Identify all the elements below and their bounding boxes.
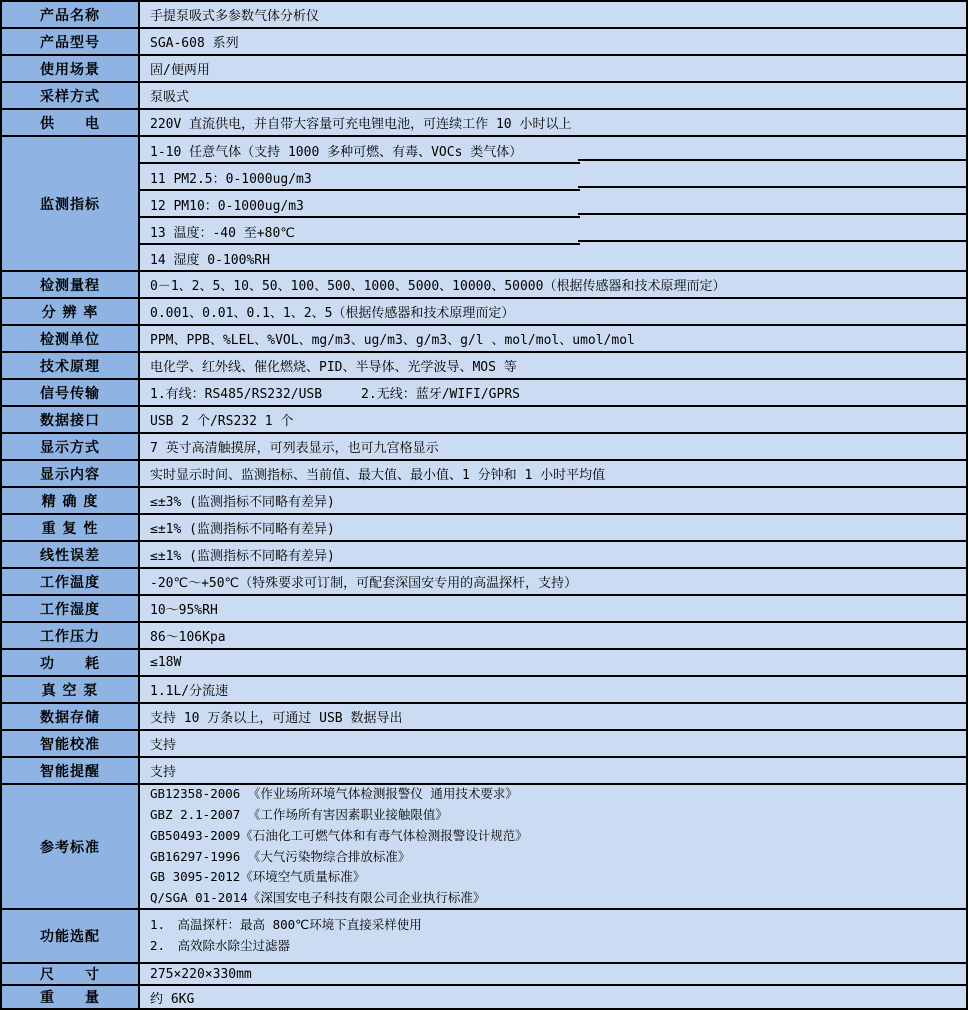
value-detection-unit: PPM、PPB、%LEL、%VOL、mg/m3、ug/m3、g/m3、g/l 、mol/mol、umol/mol	[150, 333, 635, 348]
monitoring-sub-text: 13 温度：-40 至+80℃	[150, 226, 295, 241]
label-linearity-error: 线性误差	[2, 542, 140, 567]
monitoring-sub-row	[140, 245, 966, 270]
value-power-consumption: ≤18W	[150, 655, 182, 670]
row-linearity-error	[2, 542, 966, 569]
row-product-name	[2, 2, 966, 29]
label-weight: 重 量	[2, 986, 140, 1008]
value-display-mode: 7 英寸高清触摸屏，可列表显示，也可九宫格显示	[150, 441, 439, 456]
row-power-consumption	[2, 650, 966, 677]
row-display-mode	[2, 434, 966, 461]
row-usage-scenario	[2, 56, 966, 83]
standard-line: GB16297-1996 《大气污染物综合排放标准》	[150, 848, 411, 864]
monitoring-sub-row	[140, 137, 966, 164]
label-reference-standards: 参考标准	[2, 785, 140, 908]
value-product-name: 手提泵吸式多参数气体分析仪	[150, 9, 320, 24]
label-product-name: 产品名称	[2, 2, 140, 27]
row-operating-pressure	[2, 623, 966, 650]
label-vacuum-pump: 真 空 泵	[2, 677, 140, 702]
standard-line: GB12358-2006 《作业场所环境气体检测报警仪 通用技术要求》	[150, 786, 518, 802]
value-accuracy: ≤±3% (监测指标不同略有差异)	[150, 495, 335, 510]
label-repeatability: 重 复 性	[2, 515, 140, 540]
monitoring-sub-text: 11 PM2.5：0-1000ug/m3	[150, 172, 312, 187]
label-optional-functions: 功能选配	[2, 910, 140, 962]
row-detection-unit	[2, 326, 966, 353]
value-operating-humidity: 10～95%RH	[150, 603, 218, 618]
option-line: 1. 高温探杆：最高 800℃环境下直接采样使用	[150, 917, 422, 933]
value-detection-range: 0－1、2、5、10、50、100、500、1000、5000、10000、50000（根据传感器和技术原理而定）	[150, 279, 726, 294]
row-smart-calibration	[2, 731, 966, 758]
value-data-interface: USB 2 个/RS232 1 个	[150, 414, 294, 429]
value-data-storage: 支持 10 万条以上，可通过 USB 数据导出	[150, 711, 403, 726]
label-monitoring-indicators: 监测指标	[2, 137, 140, 270]
value-operating-temperature: -20℃～+50℃（特殊要求可订制，可配套深国安专用的高温探杆，支持）	[150, 576, 578, 591]
label-power-supply: 供 电	[2, 110, 140, 135]
row-reference-standards	[2, 785, 966, 910]
row-sampling-method	[2, 83, 966, 110]
label-resolution: 分 辨 率	[2, 299, 140, 324]
value-operating-pressure: 86～106Kpa	[150, 630, 226, 645]
row-display-content	[2, 461, 966, 488]
option-line: 2. 高效除水除尘过滤器	[150, 938, 291, 953]
value-smart-calibration: 支持	[150, 738, 177, 753]
reference-standards-list	[140, 785, 966, 908]
standard-line: GB 3095-2012《环境空气质量标准》	[150, 869, 366, 885]
sub-row-divider	[578, 213, 966, 215]
standard-line: GB50493-2009《石油化工可燃气体和有毒气体检测报警设计规范》	[150, 827, 528, 843]
label-smart-reminder: 智能提醒	[2, 758, 140, 783]
label-smart-calibration: 智能校准	[2, 731, 140, 756]
label-power-consumption: 功 耗	[2, 650, 140, 675]
row-optional-functions	[2, 910, 966, 964]
monitoring-sub-row	[140, 218, 966, 245]
label-accuracy: 精 确 度	[2, 488, 140, 513]
label-operating-temperature: 工作温度	[2, 569, 140, 594]
label-detection-unit: 检测单位	[2, 326, 140, 351]
standard-line: GBZ 2.1-2007 《工作场所有害因素职业接触限值》	[150, 806, 448, 822]
sub-row-divider	[578, 159, 966, 161]
optional-functions-list	[140, 910, 966, 962]
label-product-model: 产品型号	[2, 29, 140, 54]
row-dimensions	[2, 964, 966, 986]
sub-row-divider	[578, 240, 966, 242]
row-data-storage	[2, 704, 966, 731]
row-power-supply	[2, 110, 966, 137]
value-weight: 约 6KG	[150, 991, 195, 1007]
monitoring-sub-text: 12 PM10：0-1000ug/m3	[150, 199, 304, 214]
row-smart-reminder	[2, 758, 966, 785]
monitoring-sub-row	[140, 164, 966, 191]
row-detection-range	[2, 272, 966, 299]
value-vacuum-pump: 1.1L/分流速	[150, 684, 229, 699]
value-smart-reminder: 支持	[150, 765, 177, 780]
monitoring-indicators-list	[140, 137, 966, 270]
label-display-content: 显示内容	[2, 461, 140, 486]
value-repeatability: ≤±1% (监测指标不同略有差异)	[150, 522, 335, 537]
standard-line: Q/SGA 01-2014《深国安电子科技有限公司企业执行标准》	[150, 890, 486, 906]
row-vacuum-pump	[2, 677, 966, 704]
label-sampling-method: 采样方式	[2, 83, 140, 108]
label-display-mode: 显示方式	[2, 434, 140, 459]
row-operating-humidity	[2, 596, 966, 623]
row-data-interface	[2, 407, 966, 434]
row-product-model	[2, 29, 966, 56]
value-resolution: 0.001、0.01、0.1、1、2、5（根据传感器和技术原理而定）	[150, 306, 515, 321]
row-resolution	[2, 299, 966, 326]
row-signal-transmission	[2, 380, 966, 407]
value-signal-transmission: 1.有线：RS485/RS232/USB 2.无线：蓝牙/WIFI/GPRS	[150, 387, 520, 402]
label-operating-humidity: 工作湿度	[2, 596, 140, 621]
monitoring-sub-row	[140, 191, 966, 218]
value-linearity-error: ≤±1% (监测指标不同略有差异)	[150, 549, 335, 564]
label-usage-scenario: 使用场景	[2, 56, 140, 81]
row-operating-temperature	[2, 569, 966, 596]
row-weight	[2, 986, 966, 1008]
label-detection-range: 检测量程	[2, 272, 140, 297]
label-technical-principle: 技术原理	[2, 353, 140, 378]
row-monitoring-indicators	[2, 137, 966, 272]
label-signal-transmission: 信号传输	[2, 380, 140, 405]
label-data-storage: 数据存储	[2, 704, 140, 729]
sub-row-divider	[578, 186, 966, 188]
value-technical-principle: 电化学、红外线、催化燃烧、PID、半导体、光学波导、MOS 等	[150, 360, 517, 375]
monitoring-sub-text: 1-10 任意气体（支持 1000 多种可燃、有毒、VOCs 类气体）	[150, 145, 523, 160]
row-accuracy	[2, 488, 966, 515]
value-product-model: SGA-608 系列	[150, 36, 239, 51]
label-operating-pressure: 工作压力	[2, 623, 140, 648]
value-usage-scenario: 固/便两用	[150, 63, 210, 78]
value-display-content: 实时显示时间、监测指标、当前值、最大值、最小值、1 分钟和 1 小时平均值	[150, 468, 606, 483]
value-dimensions: 275×220×330mm	[150, 966, 252, 982]
value-sampling-method: 泵吸式	[150, 90, 190, 105]
monitoring-sub-text: 14 湿度 0-100%RH	[150, 253, 270, 268]
label-dimensions: 尺 寸	[2, 964, 140, 984]
row-repeatability	[2, 515, 966, 542]
label-data-interface: 数据接口	[2, 407, 140, 432]
value-power-supply: 220V 直流供电，并自带大容量可充电锂电池，可连续工作 10 小时以上	[150, 117, 572, 132]
row-technical-principle	[2, 353, 966, 380]
